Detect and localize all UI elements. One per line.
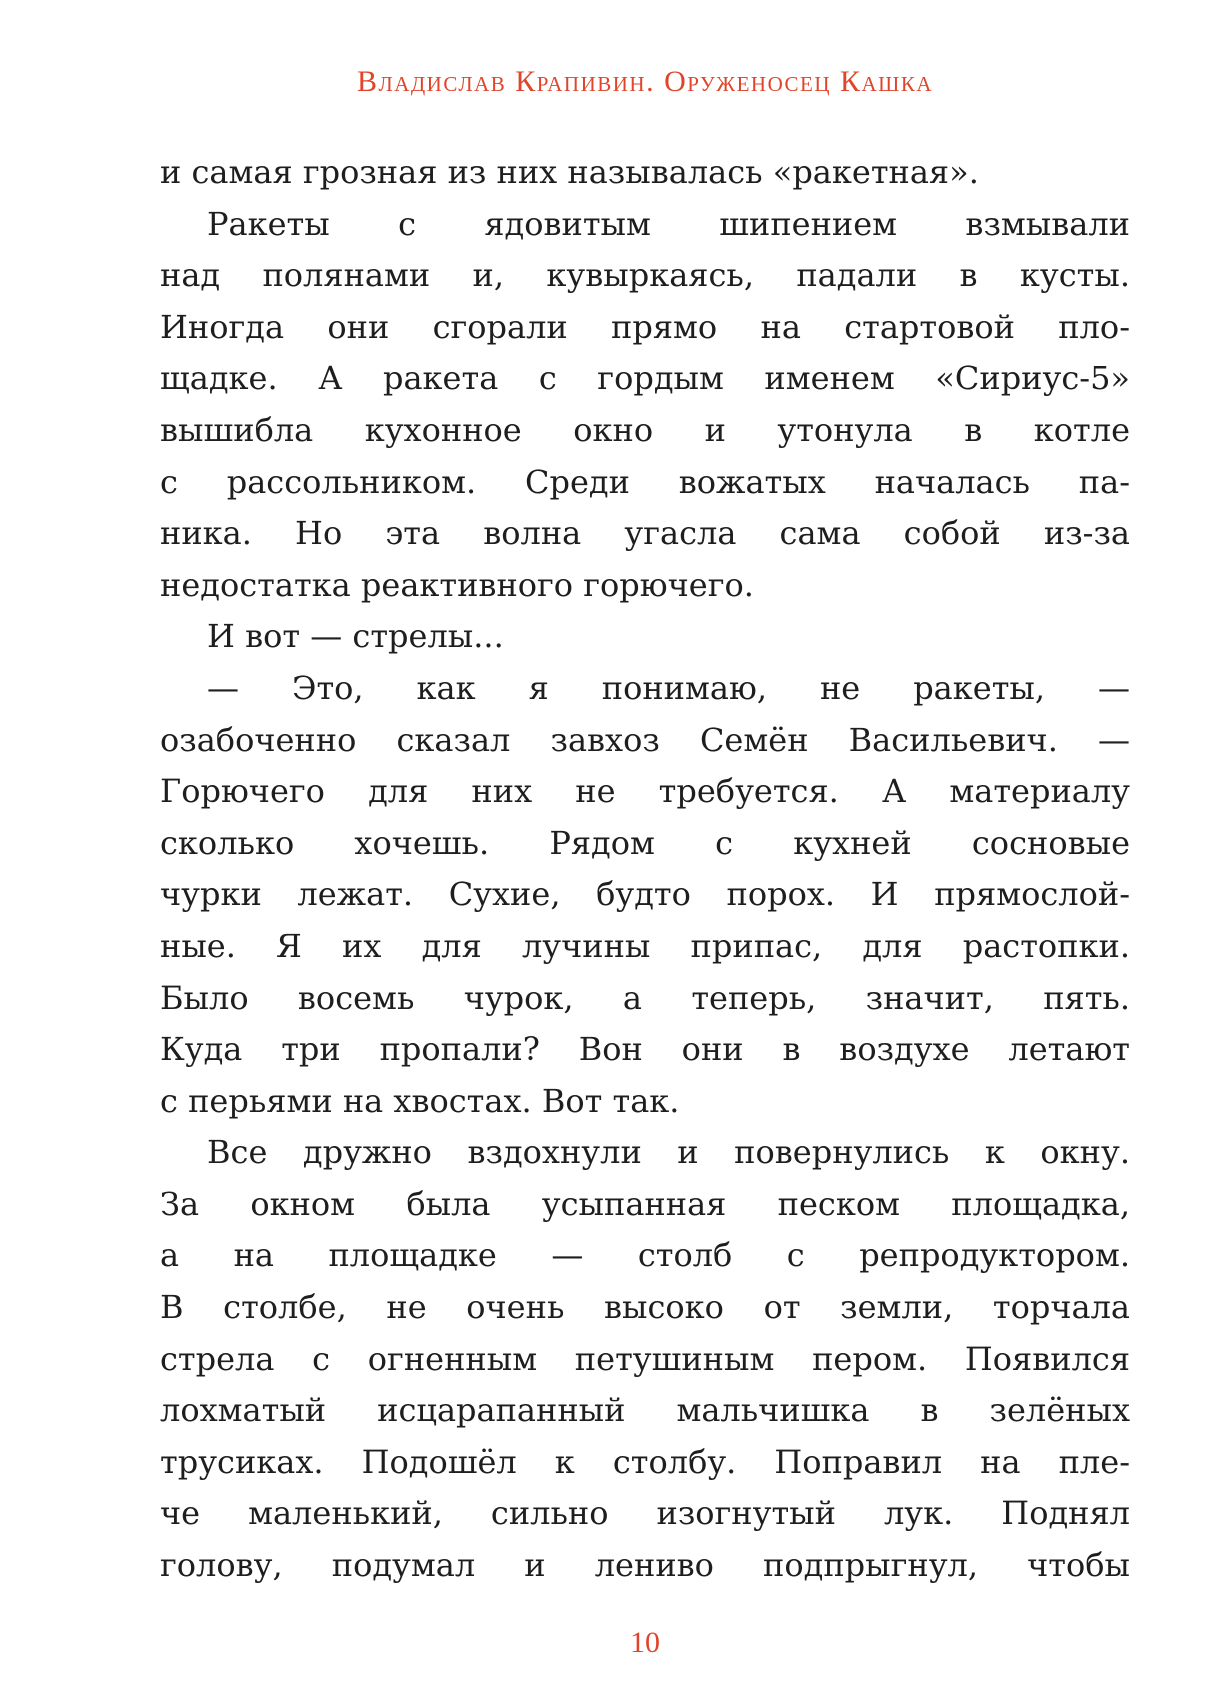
text-line: Иногда они сгорали прямо на стартовой пло- bbox=[160, 307, 1130, 346]
text-line: трусиках. Подошёл к столбу. Поправил на пле- bbox=[160, 1442, 1130, 1481]
text-line: недостатка реактивного горючего. bbox=[160, 565, 754, 604]
text-line: сколько хочешь. Рядом с кухней сосновые bbox=[160, 823, 1130, 862]
body-text bbox=[160, 147, 1130, 1592]
text-line: с перьями на хвостах. Вот так. bbox=[160, 1081, 680, 1120]
text-line: лохматый исцарапанный мальчишка в зелёных bbox=[160, 1391, 1130, 1430]
text-line: чурки лежат. Сухие, будто порох. И прямослой- bbox=[160, 875, 1130, 914]
text-line: В столбе, не очень высоко от земли, торчала bbox=[160, 1288, 1130, 1327]
text-line: голову, подумал и лениво подпрыгнул, чтобы bbox=[160, 1546, 1130, 1585]
text-line: че маленький, сильно изогнутый лук. Поднял bbox=[160, 1494, 1130, 1533]
running-title: Владислав Крапивин. Оруженосец Кашка bbox=[356, 65, 934, 98]
text-line: с рассольником. Среди вожатых началась па- bbox=[160, 462, 1130, 501]
text-line: И вот — стрелы... bbox=[207, 617, 504, 656]
text-line: ные. Я их для лучины припас, для растопки. bbox=[160, 926, 1130, 965]
text-line: Куда три пропали? Вон они в воздухе летают bbox=[160, 1030, 1130, 1069]
text-line: За окном была усыпанная песком площадка, bbox=[160, 1184, 1130, 1223]
text-line: ника. Но эта волна угасла сама собой из-за bbox=[160, 514, 1130, 553]
text-line: озабоченно сказал завхоз Семён Васильевич. — bbox=[160, 720, 1130, 759]
text-line: щадке. А ракета с гордым именем «Сириус-5» bbox=[160, 359, 1130, 398]
page-number: 10 bbox=[630, 1626, 660, 1659]
text-line: Горючего для них не требуется. А материалу bbox=[160, 772, 1130, 811]
text-line: стрела с огненным петушиным пером. Появился bbox=[160, 1339, 1130, 1378]
text-line: Было восемь чурок, а теперь, значит, пять. bbox=[160, 978, 1130, 1017]
text-line: Ракеты с ядовитым шипением взмывали bbox=[207, 204, 1130, 243]
text-line: — Это, как я понимаю, не ракеты, — bbox=[207, 668, 1130, 707]
text-line: вышибла кухонное окно и утонула в котле bbox=[160, 410, 1130, 449]
text-line: над полянами и, кувыркаясь, падали в кусты. bbox=[160, 256, 1130, 295]
text-line: а на площадке — столб с репродуктором. bbox=[160, 1236, 1130, 1275]
text-line: и самая грозная из них называлась «ракетная». bbox=[160, 153, 979, 191]
text-line: Все дружно вздохнули и повернулись к окну. bbox=[207, 1133, 1130, 1172]
